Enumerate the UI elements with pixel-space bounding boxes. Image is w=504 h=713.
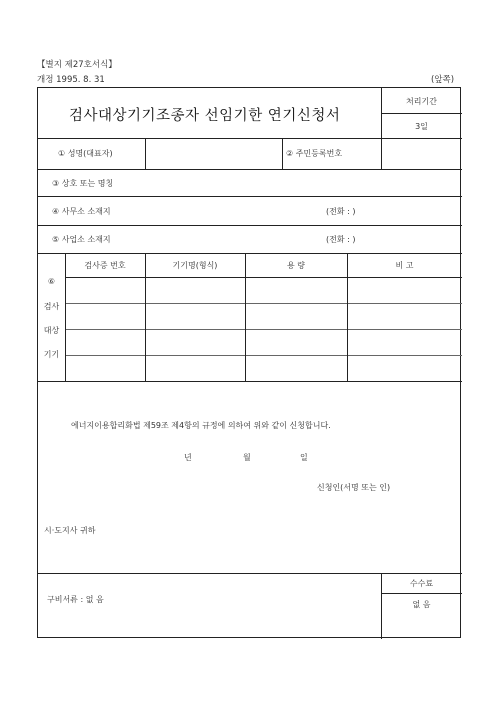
form-number: 【별지 제27호서식】 <box>37 60 117 70</box>
business-name-field[interactable] <box>146 170 461 195</box>
office-address-label: ④ 사무소 소재지 <box>52 207 111 216</box>
office-phone: (전화 : ) <box>326 207 356 216</box>
page-side: (앞쪽) <box>431 75 455 85</box>
required-documents: 구비서류 : 없 음 <box>47 595 104 604</box>
statement-text: 에너지이용합리화법 제59조 제4항의 규정에 의하여 위와 같이 신청합니다. <box>71 421 331 430</box>
name-field[interactable] <box>146 139 281 168</box>
date-year: 년 <box>184 453 192 462</box>
equipment-side-label-3: 기기 <box>43 350 60 359</box>
application-form <box>37 87 461 638</box>
col-inspection-cert-number: 검사증 번호 <box>84 261 126 270</box>
resident-number-label: ② 주민등록번호 <box>286 149 343 158</box>
business-name-label: ③ 상호 또는 명칭 <box>52 179 114 188</box>
equipment-side-label-2: 대상 <box>43 326 60 335</box>
name-label: ① 성명(대표자) <box>58 149 113 158</box>
form-title: 검사대상기기조종자 선임기한 연기신청서 <box>69 108 341 124</box>
revision-date: 개정 1995. 8. 31 <box>37 75 105 85</box>
workplace-phone: (전화 : ) <box>326 235 356 244</box>
fee-value: 없 음 <box>412 600 431 609</box>
processing-period-label: 처리기간 <box>406 97 437 106</box>
applicant-signature: 신청인(서명 또는 인) <box>317 483 391 492</box>
office-address-field[interactable] <box>146 197 326 224</box>
col-remarks: 비 고 <box>395 261 414 270</box>
equipment-side-label-1: 검사 <box>43 302 60 311</box>
addressee: 시·도지사 귀하 <box>44 526 96 535</box>
col-capacity: 용 량 <box>287 261 305 270</box>
date-day: 일 <box>300 453 308 462</box>
equipment-number-marker: ⑥ <box>47 277 56 286</box>
workplace-address-field[interactable] <box>146 226 326 252</box>
processing-period-value: 3일 <box>415 122 428 131</box>
fee-label: 수수료 <box>409 579 434 588</box>
date-month: 월 <box>243 453 251 462</box>
resident-number-field[interactable] <box>382 139 461 168</box>
workplace-address-label: ⑤ 사업소 소재지 <box>52 235 111 244</box>
col-equipment-name: 기기명(형식) <box>172 261 218 270</box>
